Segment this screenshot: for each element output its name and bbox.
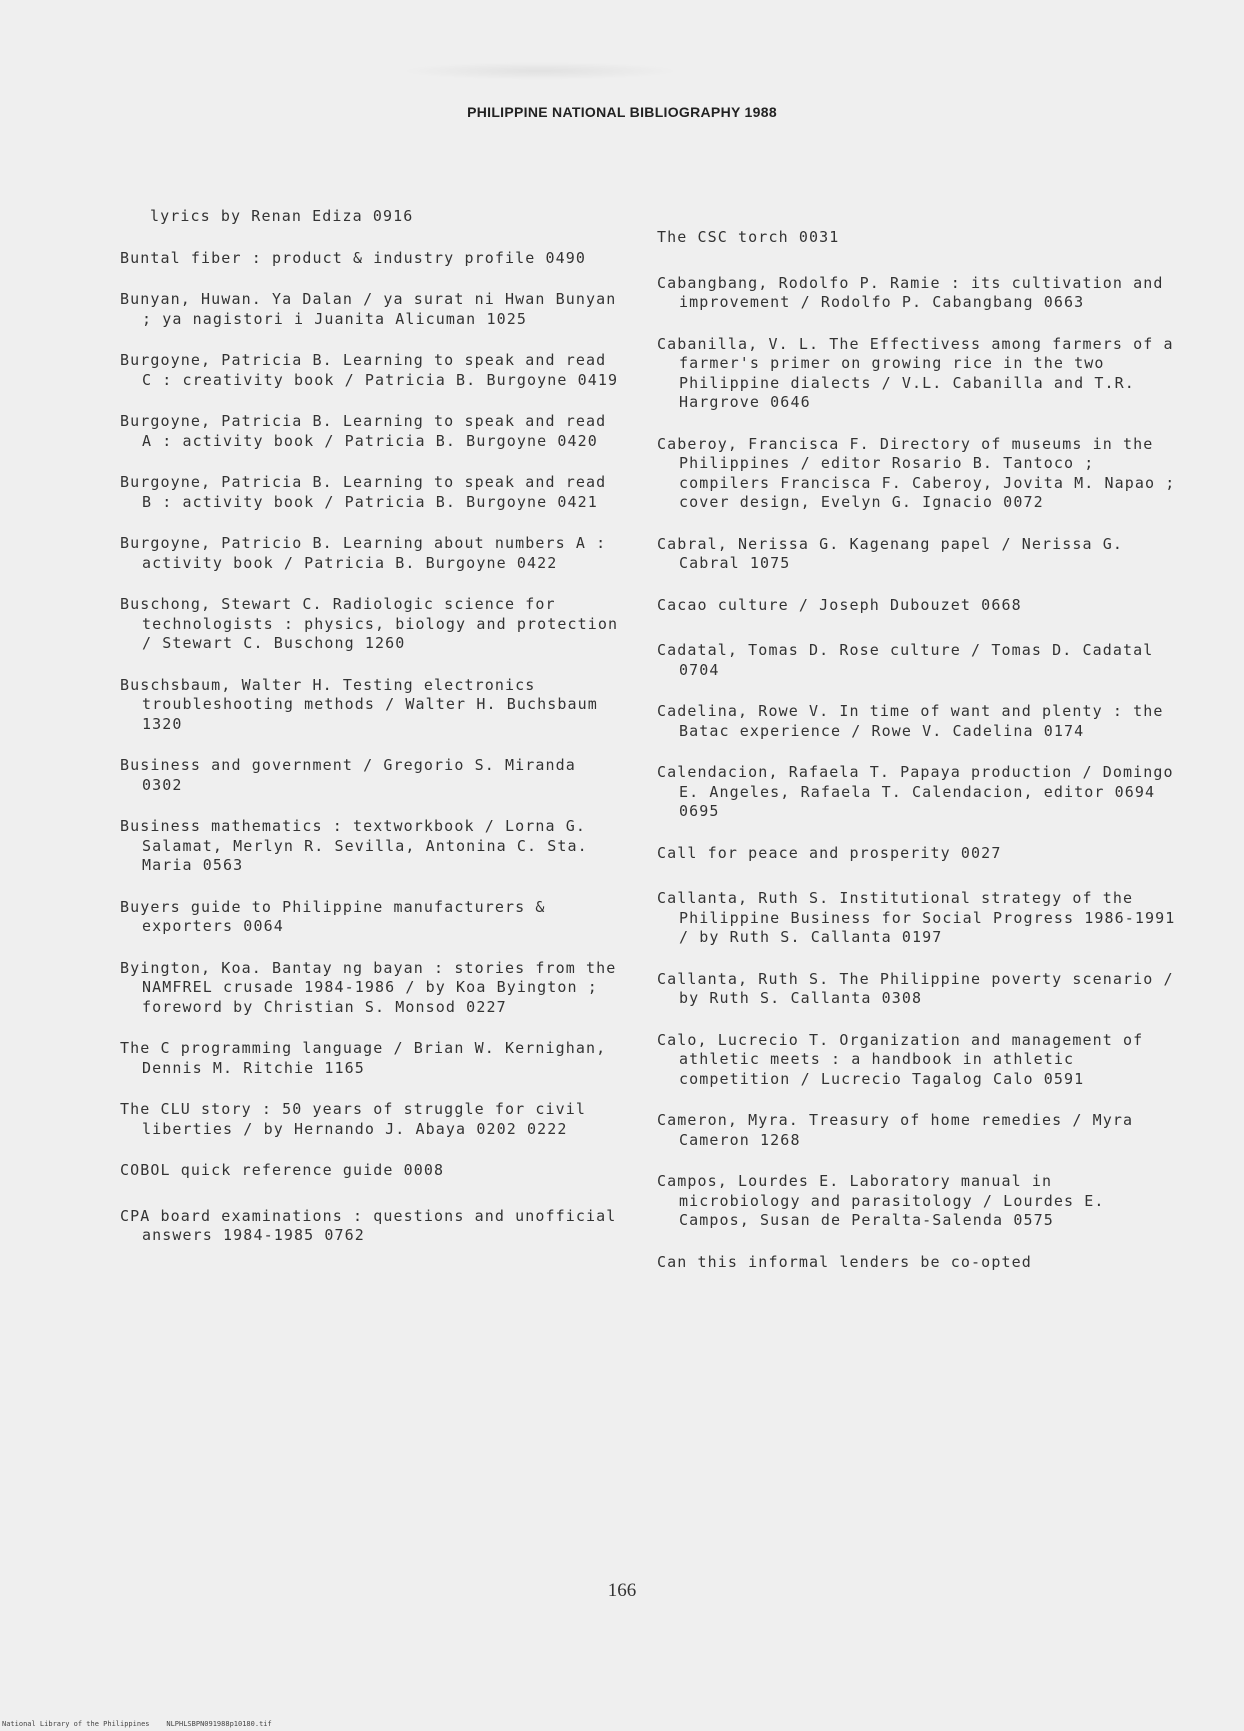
scan-smudge bbox=[400, 62, 680, 80]
left-column bbox=[120, 207, 620, 1268]
bibliography-entry: Cabangbang, Rodolfo P. Ramie : its cultivation and improvement / Rodolfo P. Cabangbang 0663 bbox=[657, 273, 1164, 311]
bibliography-entry: The CSC torch 0031 bbox=[657, 228, 840, 246]
bibliography-entry: Burgoyne, Patricia B. Learning to speak and read A : activity book / Patricia B. Burgoyne 0420 bbox=[120, 412, 607, 450]
right-column bbox=[657, 228, 1177, 1294]
bibliography-entry: Burgoyne, Patricio B. Learning about numbers A : activity book / Patricia B. Burgoyne 0422 bbox=[120, 534, 607, 572]
bibliography-entry: Buntal fiber : product & industry profile 0490 bbox=[120, 248, 587, 267]
page-header: PHILIPPINE NATIONAL BIBLIOGRAPHY 1988 bbox=[467, 104, 777, 120]
bibliography-entry: Burgoyne, Patricia B. Learning to speak and read B : activity book / Patricia B. Burgoyne 0421 bbox=[120, 473, 607, 511]
scan-credit-footer: National Library of the Philippines NLPHLSBPN091988p10180.tif bbox=[2, 1720, 272, 1728]
bibliography-entry: CPA board examinations : questions and unofficial answers 1984-1985 0762 bbox=[120, 1206, 617, 1244]
bibliography-entry: Buschong, Stewart C. Radiologic science for technologists : physics, biology and protection / Stewart C. Buschong 1260 bbox=[120, 595, 619, 652]
bibliography-entry: Buschsbaum, Walter H. Testing electronics troubleshooting methods / Walter H. Buchsbaum 1320 bbox=[120, 675, 598, 733]
bibliography-entry: Buyers guide to Philippine manufacturers & exporters 0064 bbox=[120, 897, 546, 935]
bibliography-entry: Cabanilla, V. L. The Effectivess among farmers of a farmer's primer on growing rice in the two Philippine dialects / V.L. Cabanilla and T.R. Hargrove 0646 bbox=[657, 334, 1174, 411]
bibliography-entry: COBOL quick reference guide 0008 bbox=[120, 1161, 445, 1179]
bibliography-entry: Calo, Lucrecio T. Organization and management of athletic meets : a handbook in athletic competition / Lucrecio Tagalog Calo 0591 bbox=[657, 1030, 1144, 1088]
bibliography-entry: Business and government / Gregorio S. Miranda 0302 bbox=[120, 756, 576, 794]
bibliography-entry: Cadelina, Rowe V. In time of want and plenty : the Batac experience / Rowe V. Cadelina 0174 bbox=[657, 702, 1164, 740]
bibliography-entry: Callanta, Ruth S. The Philippine poverty scenario / by Ruth S. Callanta 0308 bbox=[657, 969, 1174, 1007]
bibliography-entry: Cacao culture / Joseph Dubouzet 0668 bbox=[657, 595, 1022, 614]
bibliography-entry: lyrics by Renan Ediza 0916 bbox=[150, 207, 414, 225]
bibliography-entry: Business mathematics : textworkbook / Lorna G. Salamat, Merlyn R. Sevilla, Antonina C. Sta. Maria 0563 bbox=[120, 817, 588, 874]
bibliography-entry: Bunyan, Huwan. Ya Dalan / ya surat ni Hwan Bunyan ; ya nagistori i Juanita Alicuman 1025 bbox=[120, 290, 617, 328]
bibliography-entry: Cadatal, Tomas D. Rose culture / Tomas D. Cadatal 0704 bbox=[657, 641, 1154, 679]
bibliography-entry: Burgoyne, Patricia B. Learning to speak and read C : creativity book / Patricia B. Burgoyne 0419 bbox=[120, 351, 619, 389]
bibliography-entry: Cameron, Myra. Treasury of home remedies / Myra Cameron 1268 bbox=[657, 1111, 1134, 1149]
bibliography-entry: Campos, Lourdes E. Laboratory manual in microbiology and parasitology / Lourdes E. Campos, Susan de Peralta-Salenda 0575 bbox=[657, 1172, 1105, 1229]
bibliography-entry: The C programming language / Brian W. Kernighan, Dennis M. Ritchie 1165 bbox=[120, 1039, 607, 1077]
bibliography-entry: Callanta, Ruth S. Institutional strategy of the Philippine Business for Social Progress 1986-1991 / by Ruth S. Callanta 0197 bbox=[657, 889, 1176, 946]
page-number: 166 bbox=[607, 1580, 637, 1601]
bibliography-entry: Calendacion, Rafaela T. Papaya production / Domingo E. Angeles, Rafaela T. Calendacion, editor 0694 0695 bbox=[657, 763, 1174, 820]
bibliography-entry: The CLU story : 50 years of struggle for civil liberties / by Hernando J. Abaya 0202 0222 bbox=[120, 1100, 587, 1138]
bibliography-entry: Can this informal lenders be co-opted bbox=[657, 1252, 1032, 1271]
bibliography-entry: Byington, Koa. Bantay ng bayan : stories from the NAMFREL crusade 1984-1986 / by Koa Byington ; foreword by Christian S. Monsod 0227 bbox=[120, 958, 617, 1016]
bibliography-entry: Call for peace and prosperity 0027 bbox=[657, 843, 1002, 862]
bibliography-entry: Caberoy, Francisca F. Directory of museums in the Philippines / editor Rosario B. Tantoco ; compilers Francisca F. Caberoy, Jovita M. Napao ; cover design, Evelyn G. Ignacio 0072 bbox=[657, 434, 1176, 511]
bibliography-entry: Cabral, Nerissa G. Kagenang papel / Nerissa G. Cabral 1075 bbox=[657, 534, 1124, 572]
